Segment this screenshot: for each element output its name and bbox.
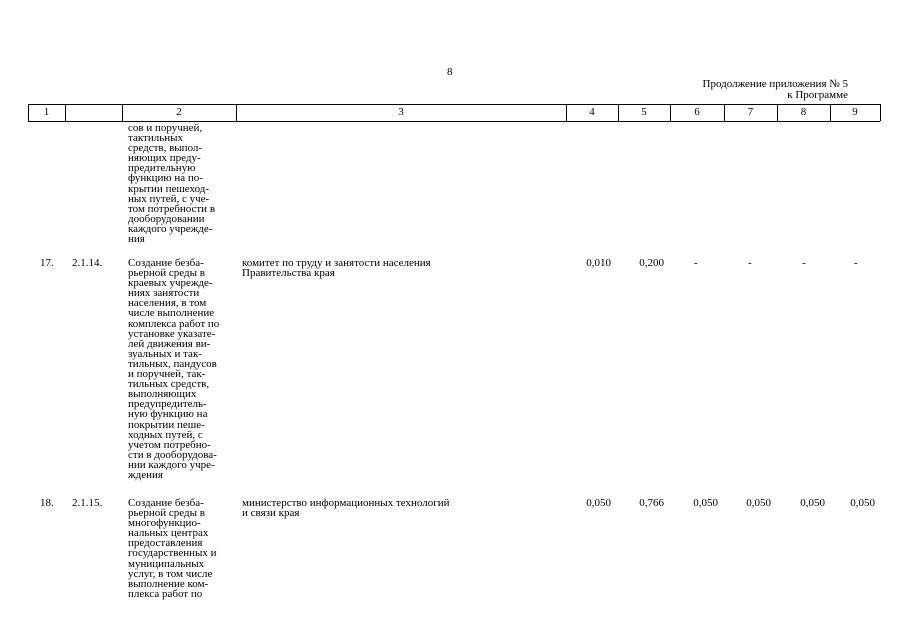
row-18-col-6: 0,050 bbox=[693, 497, 718, 509]
row-17-col-9: - bbox=[854, 257, 858, 269]
row-17-col-6: - bbox=[694, 257, 698, 269]
row-17-col-7: - bbox=[748, 257, 752, 269]
header-col-7: 7 bbox=[747, 106, 754, 118]
header-col-5: 5 bbox=[641, 106, 647, 118]
header-col-9: 9 bbox=[852, 106, 858, 118]
row-18-col-5: 0,766 bbox=[639, 497, 664, 509]
row-18-number: 18. bbox=[40, 497, 54, 509]
row-18-code: 2.1.15. bbox=[72, 497, 103, 509]
row-17-col-4: 0,010 bbox=[586, 257, 611, 269]
header-col-8: 8 bbox=[800, 106, 807, 118]
row-17-number: 17. bbox=[40, 257, 54, 269]
row-18-col-8: 0,050 bbox=[800, 497, 825, 509]
header-col-6: 6 bbox=[694, 106, 700, 118]
appendix-note-line-1: Продолжение приложения № 5 bbox=[702, 78, 848, 90]
header-divider bbox=[880, 104, 881, 121]
header-col-4: 4 bbox=[589, 106, 595, 118]
row-17-description: Создание безба- рьерной среды в краевых учрежде- ниях занятости населения, в том числе выполнение комплекса работ по установке указате- лей движения ви- зуальных и так- тильных, пандусов и поручней, так- тильных средств, выполняющих предупредитель- ную функцию на покрытии пеше- ходных путей, с учетом потребно- сти в дооборудова- нии каждого учре- ждения bbox=[128, 257, 220, 481]
row-17-executor: комитет по труду и занятости населения Правительства края bbox=[242, 257, 431, 280]
header-divider bbox=[65, 104, 66, 121]
row-18-col-7: 0,050 bbox=[746, 497, 771, 509]
row-17-code: 2.1.14. bbox=[72, 257, 103, 269]
row-18-col-9: 0,050 bbox=[850, 497, 875, 509]
row-18-description: Создание безба- рьерной среды в многофункцио- нальных центрах предоставления государственных и муниципальных услуг, в том числе выполнение ком- плекса работ по bbox=[128, 497, 217, 600]
header-col-2: 2 bbox=[176, 106, 182, 118]
header-top-border bbox=[28, 104, 880, 105]
row-17-col-8: - bbox=[802, 257, 806, 269]
appendix-note bbox=[600, 79, 848, 101]
header-col-1: 1 bbox=[43, 106, 50, 118]
row-17-col-5: 0,200 bbox=[639, 257, 664, 269]
header-col-3: 3 bbox=[398, 106, 404, 118]
continued-row-description: сов и поручней, тактильных средств, выпол- няющих преду- предительную функцию на по- крытии пешеход- ных путей, с уче- том потребности в дооборудовании каждого учрежде- ния bbox=[128, 122, 216, 246]
row-18-col-4: 0,050 bbox=[586, 497, 611, 509]
appendix-note-line-2: к Программе bbox=[787, 89, 848, 101]
page-number: 8 bbox=[447, 66, 453, 78]
row-18-executor: министерство информационных технологий и связи края bbox=[242, 497, 450, 520]
